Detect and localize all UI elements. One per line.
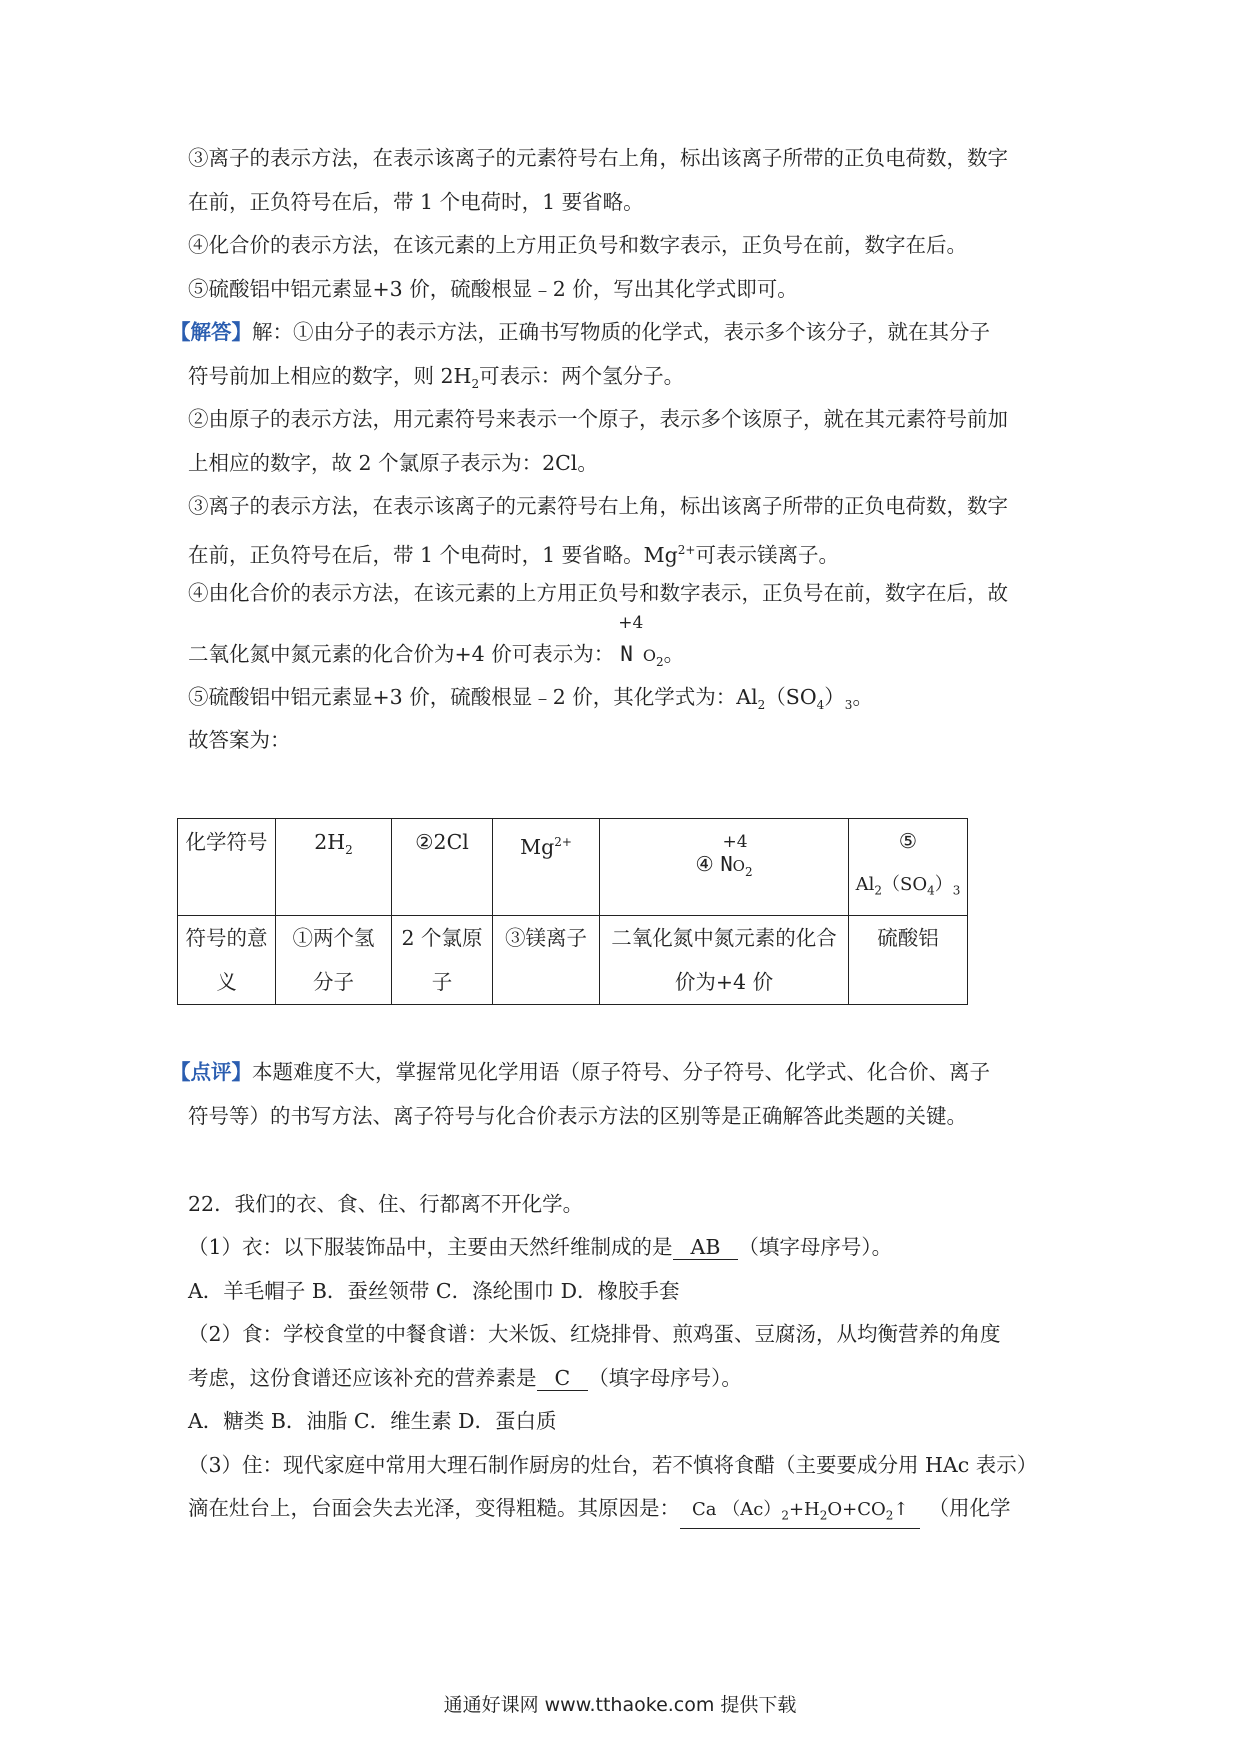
answer-line-1b: 符号前加上相应的数字，则 $2H_2$可表示：两个氢分子。	[188, 364, 685, 392]
analysis-line-4: ④化合价的表示方法，在该元素的上方用正负号和数字表示，正负号在前，数字在后。	[188, 233, 967, 257]
review-tag: 【点评】	[170, 1060, 252, 1084]
row2-label: 符号的意 义	[185, 926, 268, 994]
answer-blank-2: C	[537, 1366, 589, 1391]
answer-line-2a: ②由原子的表示方法，用元素符号来表示一个原子，表示多个该原子，就在其元素符号前加	[188, 407, 1008, 431]
q22-part2a: （2）食：学校食堂的中餐食谱：大米饭、红烧排骨、煎鸡蛋、豆腐汤，从均衡营养的角度	[188, 1322, 1001, 1346]
table-row-symbols	[178, 819, 968, 916]
analysis-line-5: ⑤硫酸铝中铝元素显+3 价，硫酸根显﹣2 价，写出其化学式即可。	[188, 277, 798, 301]
q22-part2-options: A．糖类 B．油脂 C．维生素 D．蛋白质	[188, 1409, 557, 1433]
meaning-mg: ③镁离子	[505, 926, 587, 950]
answer-table	[177, 818, 968, 1005]
review-line-2: 符号等）的书写方法、离子符号与化合价表示方法的区别等是正确解答此类题的关键。	[188, 1104, 967, 1128]
q22-part3a: （3）住：现代家庭中常用大理石制作厨房的灶台，若不慎将食醋（主要要成分用 HAc 表示）	[188, 1453, 1038, 1477]
valence-mark: +4	[618, 613, 644, 633]
meaning-cl: 2 个氯原 子	[401, 926, 483, 994]
cell-2h2: $2H_2$	[314, 830, 353, 858]
page-footer: 通通好课网 www.tthaoke.com 提供下载	[443, 1694, 797, 1716]
q22-part3b: 滴在灶台上，台面会失去光泽，变得粗糙。其原因是： Ca $(Ac)_2+H_2O+CO_2↑$ （用化学	[188, 1494, 1010, 1529]
cell-2cl: ②2Cl	[415, 830, 469, 854]
meaning-al: 硫酸铝	[877, 926, 939, 950]
cell-no2-valence: +4 ④ $NO_2$	[695, 832, 753, 880]
answer-blank-1: AB	[673, 1235, 739, 1260]
review-line-1: 【点评】本题难度不大，掌握常见化学用语（原子符号、分子符号、化学式、化合价、离子	[170, 1060, 990, 1084]
meaning-h2: ①两个氢 分子	[292, 926, 375, 994]
q22-part1-options: A．羊毛帽子 B．蚕丝领带 C．涤纶围巾 D．橡胶手套	[188, 1279, 680, 1303]
meaning-no2: 二氧化氮中氮元素的化合 价为+4 价	[611, 926, 837, 994]
row1-label: 化学符号	[185, 830, 268, 854]
answer-line-5: ⑤硫酸铝中铝元素显+3 价，硫酸根显﹣2 价，其化学式为：$Al_2(SO_4)_3$。	[188, 685, 873, 713]
q22-part2b: 考虑，这份食谱还应该补充的营养素是 C （填字母序号）。	[188, 1366, 742, 1390]
answer-line-3a: ③离子的表示方法，在表示该离子的元素符号右上角，标出该离子所带的正负电荷数，数字	[188, 494, 1008, 518]
analysis-line-3a: ③离子的表示方法，在表示该离子的元素符号右上角，标出该离子所带的正负电荷数，数字	[188, 146, 1008, 170]
table-row-meanings	[178, 916, 968, 1005]
answer-blank-3: Ca $(Ac)_2+H_2O+CO_2↑$	[680, 1498, 920, 1529]
answer-line-1a: 【解答】解：①由分子的表示方法，正确书写物质的化学式，表示多个该分子，就在其分子	[170, 320, 990, 344]
answer-line-3b: 在前，正负符号在后，带 1 个电荷时，1 要省略。$Mg^{2+}$可表示镁离子。	[188, 542, 839, 567]
cell-al2so43: ⑤ $Al_2(SO_4)_3$	[855, 829, 961, 898]
q22-title: 22．我们的衣、食、住、行都离不开化学。	[188, 1192, 584, 1216]
cell-mg-ion: $Mg^{2+}$	[520, 834, 572, 859]
answer-tag: 【解答】	[170, 320, 252, 344]
answer-line-4b: 二氧化氮中氮元素的化合价为+4 价可表示为： +4 N $O_2$。	[188, 613, 685, 670]
answer-conclusion: 故答案为：	[188, 728, 291, 752]
q22-part1: （1）衣：以下服装饰品中，主要由天然纤维制成的是 AB （填字母序号）。	[188, 1235, 893, 1259]
answer-line-4a: ④由化合价的表示方法，在该元素的上方用正负号和数字表示，正负号在前，数字在后，故	[188, 581, 1008, 605]
answer-line-2b: 上相应的数字，故 2 个氯原子表示为：2Cl。	[188, 451, 598, 475]
analysis-line-3b: 在前，正负符号在后，带 1 个电荷时，1 要省略。	[188, 190, 644, 214]
